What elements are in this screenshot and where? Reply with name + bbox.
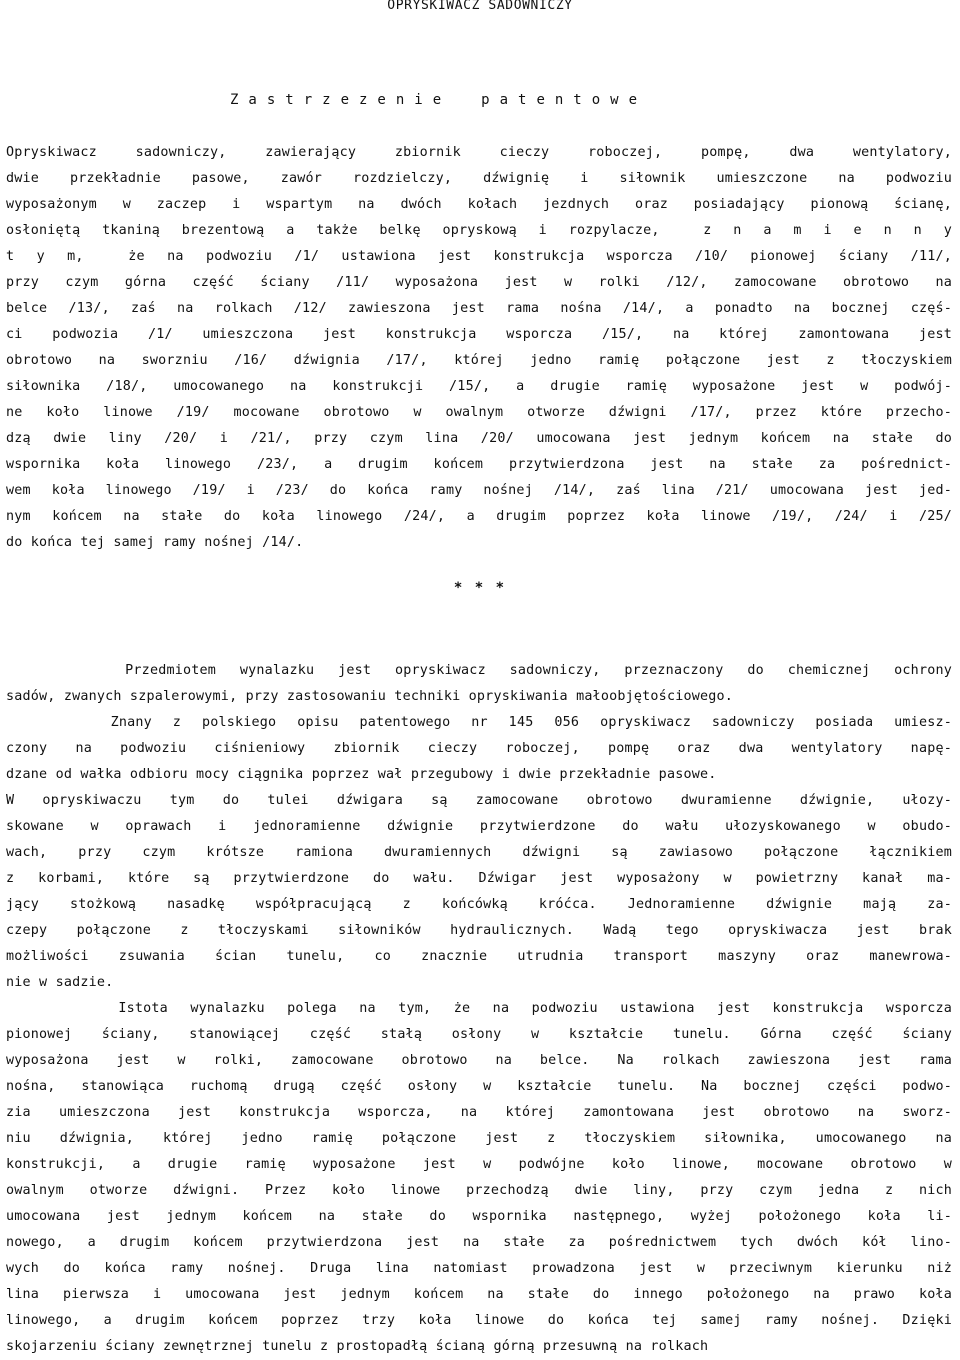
text-line: umocowana jest jednym końcem na stałe do wspornika następnego, wyżej położonego koła li- <box>6 1209 952 1224</box>
description-text <box>6 658 952 1360</box>
text-line: konstrukcji, a drugie ramię wyposażone jest w podwójne koło linowe, mocowane obrotowo w <box>6 1157 952 1172</box>
text-line: nowego, a drugim końcem przytwierdzona jest na stałe za pośrednictwem tych dwóch kół lino- <box>6 1235 952 1250</box>
text-line: do końca tej samej ramy nośnej /14/. <box>6 535 304 550</box>
text-line: czepy połączone z tłoczyskami siłowników hydraulicznych. Wadą tego opryskiwacza jest brak <box>6 923 952 938</box>
claims-heading-word-1: Zastrzezenie <box>230 92 452 108</box>
claims-heading <box>230 92 647 108</box>
text-line: jący stożkową nasadkę współpracującą z końcówką króćca. Jednoramienne dźwignie mają za- <box>6 897 952 912</box>
text-line: sadów, zwanych szpalerowymi, przy zastosowaniu techniki opryskiwania małoobjętościowego. <box>6 689 734 704</box>
text-line: przy czym górna część ściany /11/ wyposażona jest w rolki /12/, zamocowane obrotowo na <box>6 275 952 290</box>
text-line: Przedmiotem wynalazku jest opryskiwacz sadowniczy, przeznaczony do chemicznej ochrony <box>6 663 952 678</box>
text-line: ne koło linowe /19/ mocowane obrotowo w owalnym otworze dźwigni /17/, przez które przecho- <box>6 405 952 420</box>
text-line: dzane od wałka odbioru mocy ciągnika poprzez wał przegubowy i dwie przekładnie pasowe. <box>6 767 717 782</box>
text-line: W opryskiwaczu tym do tulei dźwigara są zamocowane obrotowo dwuramienne dźwignie, ułozy- <box>6 793 952 808</box>
text-line: ci podwozia /1/ umieszczona jest konstrukcja wsporcza /15/, na której zamontowana jest <box>6 327 952 342</box>
text-line: czony na podwoziu ciśnieniowy zbiornik cieczy roboczej, pompę oraz dwa wentylatory napę- <box>6 741 952 756</box>
text-line: nie w sadzie. <box>6 975 114 990</box>
text-line: zia umieszczona jest konstrukcja wsporcza, na której zamontowana jest obrotowo na sworz- <box>6 1105 952 1120</box>
text-line: nym końcem na stałe do koła linowego /24/, a drugim poprzez koła linowe /19/, /24/ i /25/ <box>6 509 952 524</box>
claim-text <box>6 140 952 556</box>
text-line: Znany z polskiego opisu patentowego nr 145 056 opryskiwacz sadowniczy posiada umiesz- <box>6 715 952 730</box>
text-line: linowego, a drugim końcem poprzez trzy koła linowe do końca tej samej ramy nośnej. Dzięki <box>6 1313 952 1328</box>
text-line: niu dźwignia, której jedno ramię połączone jest z tłoczyskiem siłownika, umocowanego na <box>6 1131 952 1146</box>
text-line: obrotowo na sworzniu /16/ dźwignia /17/, której jedno ramię połączone jest z tłoczyskiem <box>6 353 952 368</box>
text-line: skojarzeniu ściany zewnętrznej tunelu z prostopadłą ścianą górną przesuwną na rolkach <box>6 1339 709 1354</box>
text-line: wyposażona jest w rolki, zamocowane obrotowo na belce. Na rolkach zawieszona jest rama <box>6 1053 952 1068</box>
text-line: możliwości zsuwania ścian tunelu, co znacznie utrudnia transport maszyny oraz manewrowa- <box>6 949 952 964</box>
text-line: dwie przekładnie pasowe, zawór rozdzielczy, dźwignię i siłownik umieszczone na podwoziu <box>6 171 952 186</box>
text-line: lina pierwsza i umocowana jest jednym końcem na stałe do innego położonego na prawo koła <box>6 1287 952 1302</box>
text-line: z korbami, które są przytwierdzone do wału. Dźwigar jest wyposażony w powietrzny kanał ma- <box>6 871 952 886</box>
text-line: Opryskiwacz sadowniczy, zawierający zbiornik cieczy roboczej, pompę, dwa wentylatory, <box>6 145 952 160</box>
text-line: belce /13/, zaś na rolkach /12/ zawieszona jest rama nośna /14/, a ponadto na bocznej częś- <box>6 301 952 316</box>
text-line: skowane w oprawach i jednoramienne dźwignie przytwierdzone do wału ułozyskowanego w obudo- <box>6 819 952 834</box>
text-line: pionowej ściany, stanowiącej część stałą osłony w kształcie tunelu. Górna część ściany <box>6 1027 952 1042</box>
text-line: wach, przy czym krótsze ramiona dwuramiennych dźwigni są zawiasowo połączone łącznikiem <box>6 845 952 860</box>
text-line: siłownika /18/, umocowanego na konstrukcji /15/, a drugie ramię wyposażone jest w podwój- <box>6 379 952 394</box>
text-line: osłoniętą tkaniną brezentową a także belkę opryskową i rozpylacze, z n a m i e n n y <box>6 223 952 238</box>
claims-heading-word-2: patentowe <box>481 92 648 108</box>
text-line: owalnym otworze dźwigni. Przez koło linowe przechodzą dwie liny, przy czym jedna z nich <box>6 1183 952 1198</box>
document-title: OPRYSKIWACZ SADOWNICZY <box>387 0 573 13</box>
text-line: t y m, że na podwoziu /1/ ustawiona jest konstrukcja wsporcza /10/ pionowej ściany /11/, <box>6 249 952 264</box>
text-line: Istota wynalazku polega na tym, że na podwoziu ustawiona jest konstrukcja wsporcza <box>6 1001 952 1016</box>
section-separator: * * * <box>453 580 507 596</box>
text-line: dzą dwie liny /20/ i /21/, przy czym lina /20/ umocowana jest jednym końcem na stałe do <box>6 431 952 446</box>
text-line: wspornika koła linowego /23/, a drugim końcem przytwierdzona jest na stałe za pośrednict- <box>6 457 952 472</box>
text-line: wem koła linowego /19/ i /23/ do końca ramy nośnej /14/, zaś lina /21/ umocowana jest jed- <box>6 483 952 498</box>
text-line: nośna, stanowiąca ruchomą drugą część osłony w kształcie tunelu. Na bocznej części podwo- <box>6 1079 952 1094</box>
text-line: wyposażonym w zaczep i wspartym na dwóch kołach jezdnych oraz posiadający pionową ścianę, <box>6 197 952 212</box>
text-line: wych do końca ramy nośnej. Druga lina natomiast prowadzona jest w przeciwnym kierunku niż <box>6 1261 952 1276</box>
